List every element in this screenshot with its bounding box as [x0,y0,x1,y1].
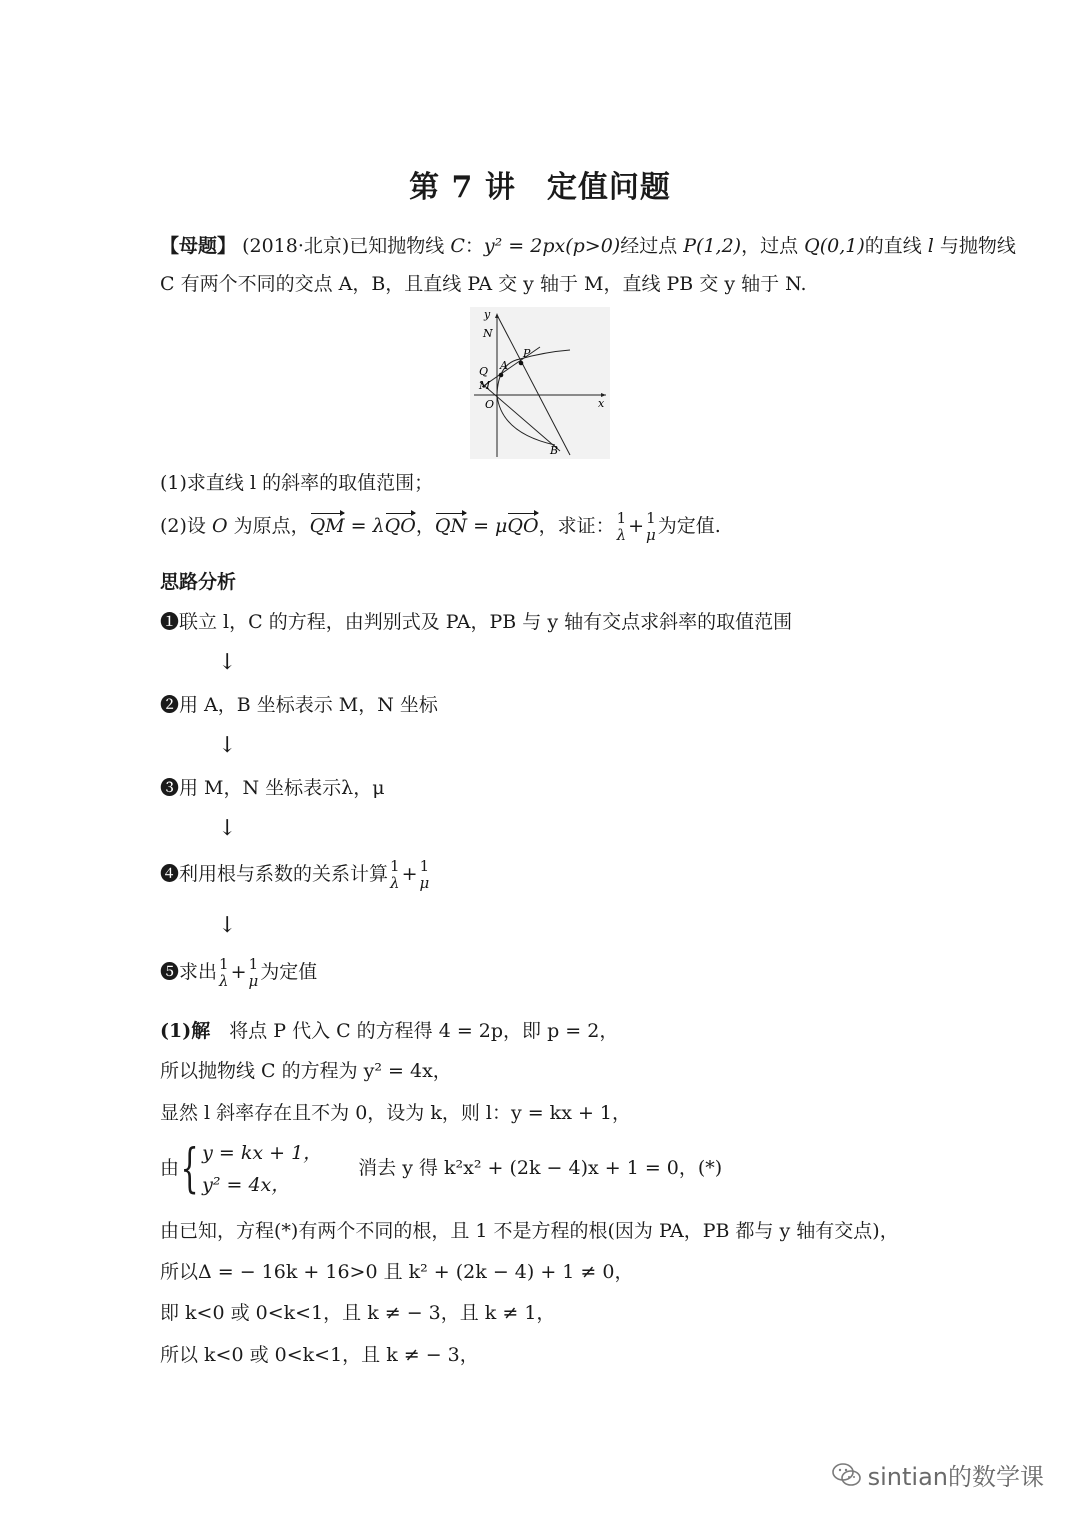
line-l: l [927,235,934,257]
left-brace: { [180,1139,199,1199]
vector-qo: QO [507,515,539,537]
fraction-numerator: 1 [646,509,656,527]
solution-line-6: 所以Δ = − 16k + 16>0 且 k² + (2k − 4) + 1 ≠ 0， [160,1261,634,1283]
solution-line-3: 显然 l 斜率存在且不为 0，设为 k，则 l：y = kx + 1， [160,1102,632,1124]
solution-line-2: 所以抛物线 C 的方程为 y² = 4x， [160,1060,452,1082]
fraction-denominator: μ [248,972,259,990]
solution-label: (1)解 [160,1020,211,1042]
fraction-one-over-mu [419,858,429,892]
label-y: y [484,308,491,321]
fraction-one-over-lambda [617,510,627,544]
solution-text: 消去 y 得 k²x² + (2k − 4)x + 1 = 0，(*) [358,1157,723,1179]
problem-text: 经过点 [620,235,684,257]
vector-qm: QM [309,515,345,537]
analysis-step-2: ❷用 A，B 坐标表示 M，N 坐标 [160,694,438,716]
solution-line-7: 即 k<0 或 0<k<1，且 k ≠ − 3，且 k ≠ 1， [160,1302,556,1324]
label-n: N [483,327,493,340]
question-text: = μ [467,515,508,537]
problem-line-2: C 有两个不同的交点 A，B，且直线 PA 交 y 轴于 M，直线 PB 交 y 轴于 N. [160,273,807,295]
solution-line-1 [160,1018,618,1044]
point-q: Q(0,1) [804,235,865,257]
analysis-step-4 [160,858,431,892]
page-title: 第 7 讲 定值问题 [409,170,671,205]
fraction-denominator: λ [219,972,229,990]
label-x: x [598,397,605,410]
equation-system [202,1137,322,1201]
fraction-numerator: 1 [248,955,259,973]
problem-curve: C [450,235,465,257]
fraction-denominator: μ [646,526,656,544]
problem-text: ： [464,235,484,257]
point-p: P(1,2) [683,235,742,257]
step-text: 为定值 [260,961,318,983]
analysis-step-1: ❶联立 l，C 的方程，由判别式及 PA，PB 与 y 轴有交点求斜率的取值范围 [160,611,793,633]
solution-text: 将点 P 代入 C 的方程得 4 = 2p，即 p = 2， [210,1020,619,1042]
step-text: ❺求出 [160,961,218,983]
question-text: (2)设 [160,515,212,537]
vector-qo: QO [384,515,416,537]
label-b: B [550,444,559,457]
label-q: Q [479,365,489,378]
fraction-one-over-lambda [390,858,400,892]
question-2 [160,510,721,544]
label-a: A [500,359,508,372]
solution-system [160,1137,722,1201]
question-1: (1)求直线 l 的斜率的取值范围； [160,472,434,494]
fraction-numerator: 1 [419,857,430,875]
fraction-denominator: μ [419,874,430,892]
question-text: 为定值. [657,515,721,537]
watermark-text: sintian的数学课 [867,1463,1044,1491]
problem-text: ，过点 [741,235,805,257]
question-text: 为原点， [227,515,310,537]
flow-arrow: ↓ [218,650,237,675]
question-text: ， [415,515,435,537]
problem-tag: 【母题】 [160,235,237,257]
problem-text: 已知抛物线 [349,235,451,257]
problem-line-1 [160,233,1016,259]
solution-line-8: 所以 k<0 或 0<k<1，且 k ≠ − 3， [160,1344,479,1366]
flow-arrow: ↓ [218,733,237,758]
fraction-numerator: 1 [390,857,400,875]
solution-text: 由 [160,1157,180,1179]
solution-line-5: 由已知，方程(*)有两个不同的根，且 1 不是方程的根(因为 PA，PB 都与 y 轴有交点)， [160,1220,899,1242]
fraction-denominator: λ [616,526,627,544]
question-text: ，求证： [538,515,615,537]
label-o: O [485,398,495,411]
analysis-step-5 [160,956,317,990]
origin-symbol: O [211,515,228,537]
fraction-one-over-mu [646,510,656,544]
question-text: = λ [344,515,385,537]
analysis-heading: 思路分析 [160,571,237,593]
system-equation-1: y = kx + 1， [202,1142,323,1164]
parabola-equation: y² = 2px(p>0) [483,235,621,257]
fraction-one-over-lambda [219,956,229,990]
label-m: M [479,379,491,392]
step-text: ❹利用根与系数的关系计算 [160,863,389,885]
wechat-icon [832,1462,862,1494]
fraction-numerator: 1 [219,955,229,973]
flow-arrow: ↓ [218,816,237,841]
point-p-dot [519,361,524,366]
label-p: P [523,347,531,360]
system-equation-2: y² = 4x， [202,1174,291,1196]
problem-text: 的直线 [864,235,928,257]
flow-arrow: ↓ [218,913,237,938]
fraction-one-over-mu [248,956,258,990]
problem-text: 与抛物线 [933,235,1016,257]
vector-qn: QN [434,515,468,537]
plus-sign: + [401,863,418,885]
point-a-dot [499,373,504,378]
fraction-denominator: λ [390,874,400,892]
analysis-step-3: ❸用 M，N 坐标表示λ，μ [160,777,385,799]
fraction-numerator: 1 [616,509,627,527]
problem-source: (2018·北京) [242,235,350,257]
watermark [832,1457,1044,1494]
plus-sign: + [628,515,645,537]
plus-sign: + [230,961,247,983]
parabola-figure [470,307,610,459]
